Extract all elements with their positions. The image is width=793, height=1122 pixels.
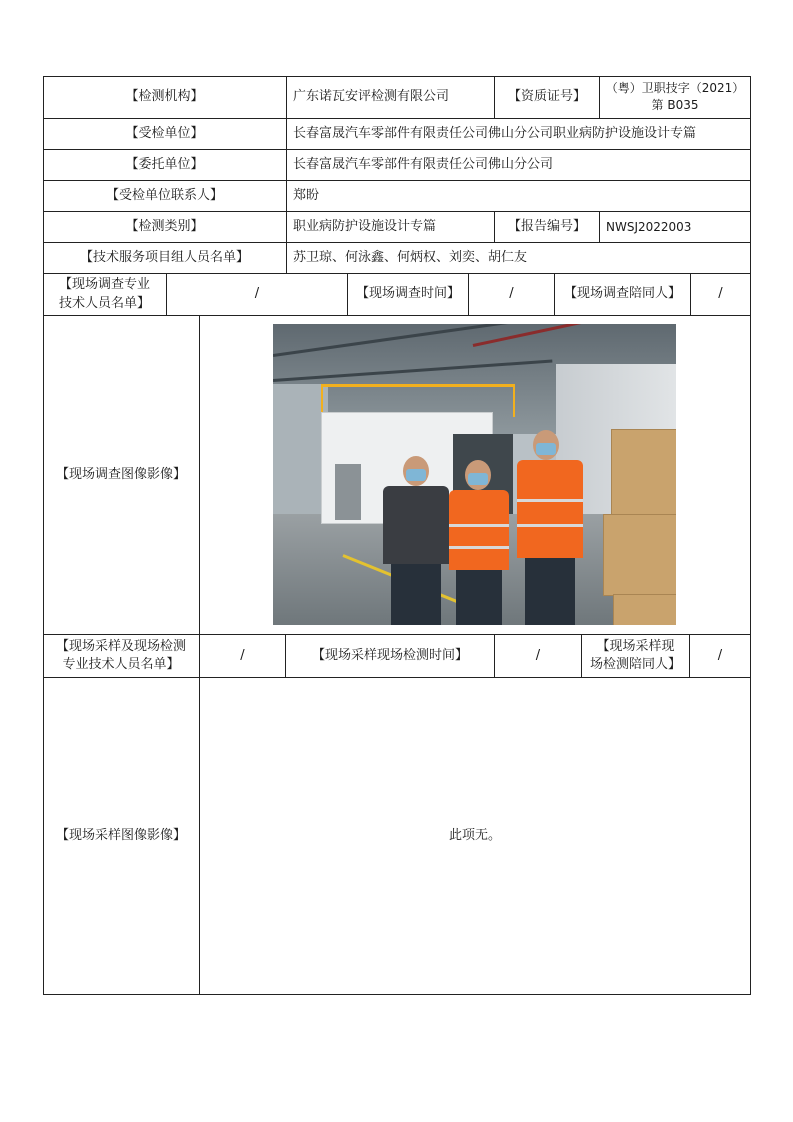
category-value: 职业病防护设施设计专篇 xyxy=(287,212,495,243)
survey-image-label: 【现场调查图像影像】 xyxy=(43,316,200,635)
report-number-value: NWSJ2022003 xyxy=(600,212,751,243)
photo-wall-left xyxy=(273,384,328,534)
contact-value: 郑盼 xyxy=(287,181,751,212)
sampling-companion-label-line2: 场检测陪同人】 xyxy=(589,657,681,672)
agency-value: 广东诺瓦安评检测有限公司 xyxy=(287,76,495,119)
inspected-unit-value: 长春富晟汽车零部件有限责任公司佛山分公司职业病防护设施设计专篇 xyxy=(287,119,751,150)
photo-rack xyxy=(335,464,361,520)
cert-value xyxy=(600,76,751,119)
sampling-image-value: 此项无。 xyxy=(200,678,751,995)
contact-label: 【受检单位联系人】 xyxy=(43,181,287,212)
sampling-companion-label-line1: 【现场采样现 xyxy=(596,638,675,654)
photo-carton xyxy=(603,514,676,596)
survey-staff-value: / xyxy=(167,274,348,316)
survey-companion-label: 【现场调查陪同人】 xyxy=(555,274,691,316)
sampling-image-label: 【现场采样图像影像】 xyxy=(43,678,200,995)
category-label: 【检测类别】 xyxy=(43,212,287,243)
sampling-time-value: / xyxy=(495,635,582,678)
survey-time-value: / xyxy=(469,274,555,316)
sampling-staff-label xyxy=(43,635,200,678)
team-label: 【技术服务项目组人员名单】 xyxy=(43,243,287,274)
cert-value-line2: 第 B035 xyxy=(651,98,699,112)
cert-label: 【资质证号】 xyxy=(495,76,600,119)
photo-carton xyxy=(613,594,676,625)
survey-time-label: 【现场调查时间】 xyxy=(348,274,469,316)
sampling-companion-label xyxy=(582,635,690,678)
team-value: 苏卫琼、何泳鑫、何炳权、刘奕、胡仁友 xyxy=(287,243,751,274)
survey-staff-label-line2: 技术人员名单】 xyxy=(58,295,150,311)
inspected-unit-label: 【受检单位】 xyxy=(43,119,287,150)
sampling-staff-label-line2: 专业技术人员名单】 xyxy=(62,657,180,672)
sampling-staff-label-line1: 【现场采样及现场检测 xyxy=(55,638,186,654)
entrusting-unit-label: 【委托单位】 xyxy=(43,150,287,181)
cert-value-line1: （粤）卫职技字（2021） xyxy=(605,81,745,96)
entrusting-unit-value: 长春富晟汽车零部件有限责任公司佛山分公司 xyxy=(287,150,751,181)
sampling-companion-value: / xyxy=(690,635,751,678)
photo-carton xyxy=(611,429,676,516)
report-number-label: 【报告编号】 xyxy=(495,212,600,243)
report-table xyxy=(43,76,751,995)
sampling-staff-value: / xyxy=(200,635,286,678)
agency-label: 【检测机构】 xyxy=(43,76,287,119)
survey-staff-label xyxy=(43,274,167,316)
site-survey-photo xyxy=(273,324,676,625)
sampling-time-label: 【现场采样现场检测时间】 xyxy=(286,635,495,678)
survey-staff-label-line1: 【现场调查专业 xyxy=(58,277,150,293)
survey-companion-value: / xyxy=(691,274,751,316)
